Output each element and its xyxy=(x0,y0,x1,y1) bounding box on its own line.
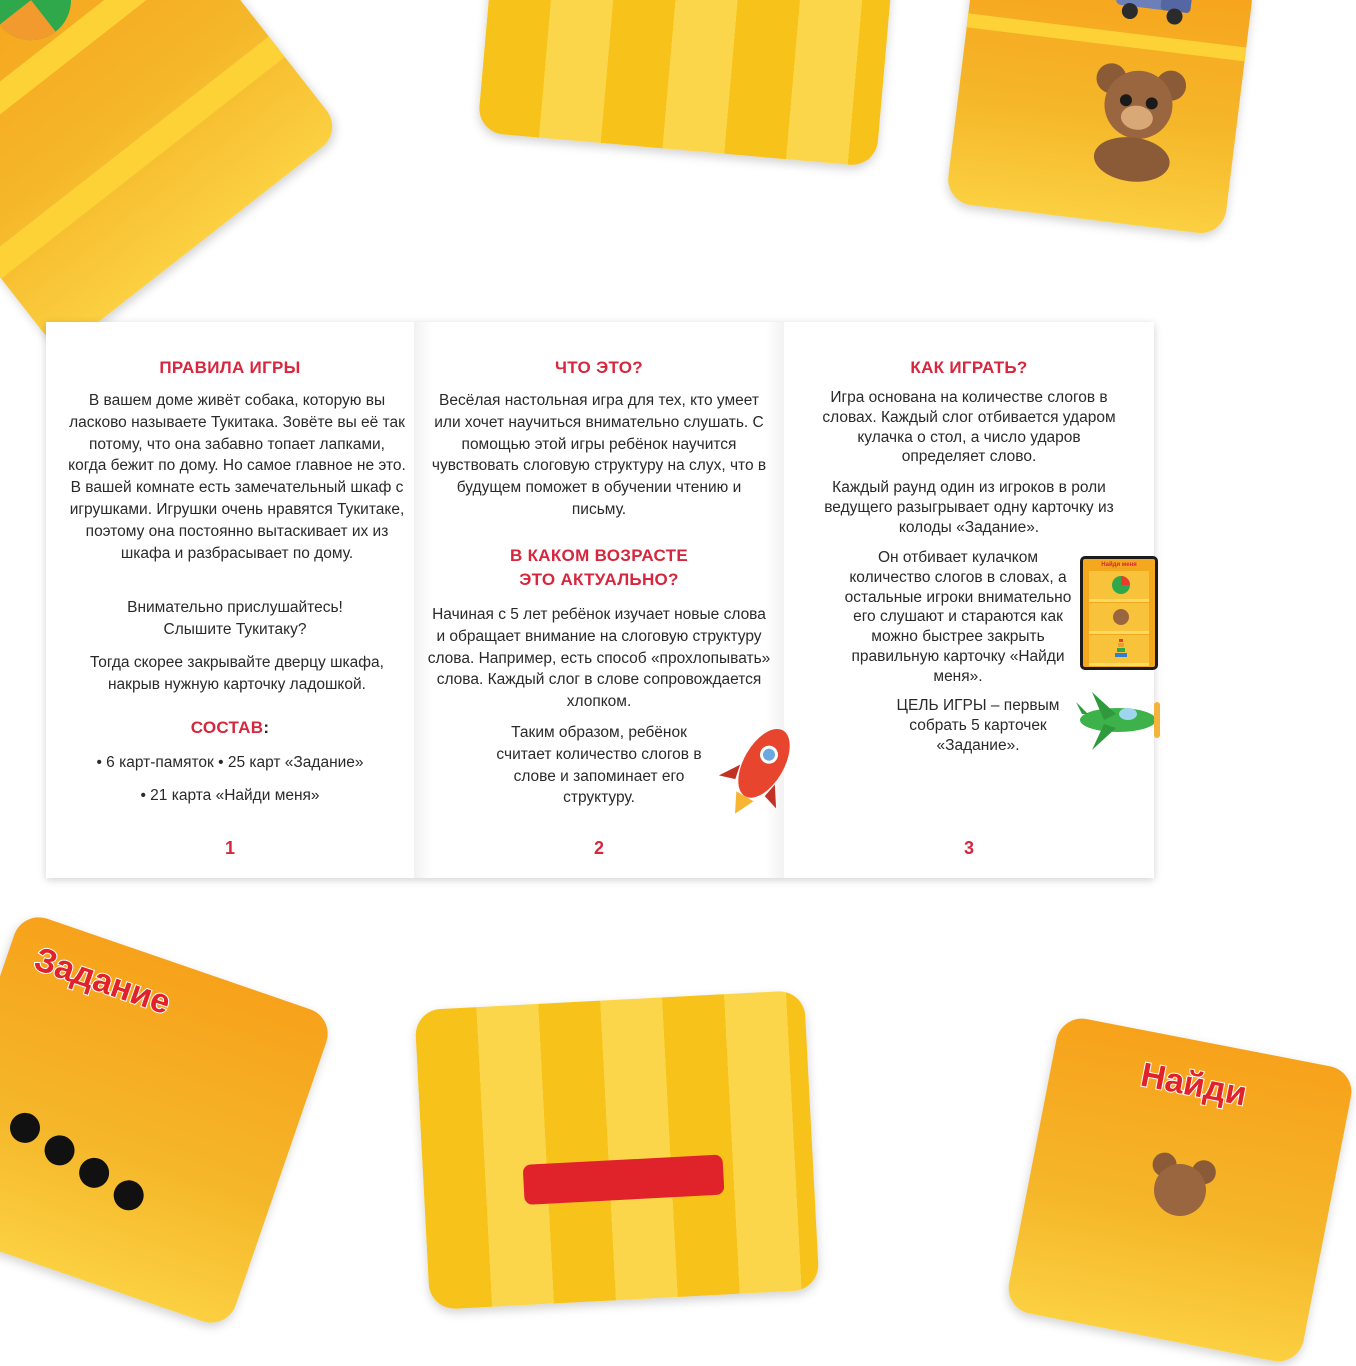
ball-icon xyxy=(1111,575,1131,595)
mini-shelf xyxy=(1089,571,1149,602)
age-heading-line-2: ЭТО АКТУАЛЬНО? xyxy=(519,570,679,589)
what-paragraph: Весёлая настольная игра для тех, кто умеет или хочет научиться внимательно слушать. С помощью этой игры ребёнок научится чувствовать слоговую структуру на слух, что в будущем поможет в обучении чтению и письму. xyxy=(431,392,767,518)
contents-heading xyxy=(46,718,414,738)
panel-heading: КАК ИГРАТЬ? xyxy=(910,358,1028,377)
booklet-panel-what xyxy=(414,322,784,878)
card-label-find: Найди xyxy=(1137,1055,1250,1114)
age-paragraph: Начиная с 5 лет ребёнок изучает новые слова и обращает внимание на слоговую структуру слова. Например, есть способ «прохлопывать» слова. Каждый слог в слове сопровождается хлопком. xyxy=(427,606,771,711)
page-number: 3 xyxy=(963,838,974,858)
card-find-bottom-right xyxy=(1004,1014,1356,1366)
mini-shelf xyxy=(1089,603,1149,634)
find-me-card-thumbnail xyxy=(1080,556,1158,670)
mini-card-title: Найди меня xyxy=(1101,562,1137,568)
rules-booklet xyxy=(46,322,1154,878)
page-number: 2 xyxy=(593,838,604,858)
airplane-icon xyxy=(1074,684,1170,756)
card-task-bottom-left xyxy=(0,910,335,1329)
age-heading-line-1: В КАКОМ ВОЗРАСТЕ xyxy=(510,546,688,565)
rules-paragraph: Тогда скорее закрывайте дверцу шкафа, накрыв нужную карточку ладошкой. xyxy=(90,654,384,693)
teddy-bear-icon xyxy=(1111,607,1131,627)
page-number: 1 xyxy=(224,838,235,858)
card-shelf-top-right xyxy=(945,0,1255,236)
how-paragraph: Игра основана на количестве слогов в словах. Каждый слог отбивается ударом кулачка о стол, а число ударов определяет слово. xyxy=(822,389,1116,466)
booklet-panel-rules xyxy=(46,322,414,878)
syllable-dot xyxy=(75,1154,113,1192)
goal-paragraph: ЦЕЛЬ ИГРЫ – первым собрать 5 карточек «Задание». xyxy=(896,697,1060,754)
age-paragraph: Таким образом, ребёнок считает количество слогов в слове и запоминает его структуру. xyxy=(496,724,702,807)
syllable-dot xyxy=(110,1176,148,1214)
how-paragraph: Каждый раунд один из игроков в роли ведущего разыгрывает одну карточку из колоды «Задание». xyxy=(824,479,1114,536)
teddy-bear-icon xyxy=(1137,1143,1227,1217)
panel-heading: ПРАВИЛА ИГРЫ xyxy=(159,358,301,377)
rules-paragraph: В вашем доме живёт собака, которую вы ласково называете Тукитака. Зовёте вы её так потому, что она забавно топает лапками, когда бежит по дому. Но самое главное не это. В вашей комнате есть замечательный шкаф с игрушками. Игрушки очень нравятся Тукитаке, поэтому она постоянно вытаскивает их из шкафа и разбрасывает по дому. xyxy=(68,392,406,562)
card-shelf-top-left xyxy=(0,0,343,353)
contents-item: • 21 карта «Найди меня» xyxy=(140,787,320,804)
booklet-panel-how xyxy=(784,322,1154,878)
truck-icon xyxy=(1109,0,1204,30)
card-label-task: Задание xyxy=(29,940,176,1023)
how-paragraph: Он отбивает кулачком количество слогов в словах, а остальные игроки внимательно его слушают и стараются как можно быстрее закрыть правильную карточку «Найди меня». xyxy=(844,549,1072,685)
card-title-fragment xyxy=(523,1154,725,1204)
pyramid-toy-icon xyxy=(1111,637,1131,659)
card-back-top xyxy=(477,0,895,167)
syllable-dot xyxy=(6,1109,44,1147)
card-back-bottom xyxy=(414,990,819,1310)
rules-paragraph: Внимательно прислушайтесь! Слышите Тукитаку? xyxy=(127,599,343,638)
mini-shelf xyxy=(1089,635,1149,666)
shelf-edge xyxy=(967,13,1247,61)
teddy-bear-icon xyxy=(1070,53,1204,187)
contents-item: • 6 карт-памяток • 25 карт «Задание» xyxy=(96,754,364,771)
syllable-dot xyxy=(40,1131,78,1169)
contents-heading-colon: : xyxy=(263,718,270,737)
panel-heading: ЧТО ЭТО? xyxy=(555,358,643,377)
contents-heading-text: СОСТАВ xyxy=(190,718,264,737)
